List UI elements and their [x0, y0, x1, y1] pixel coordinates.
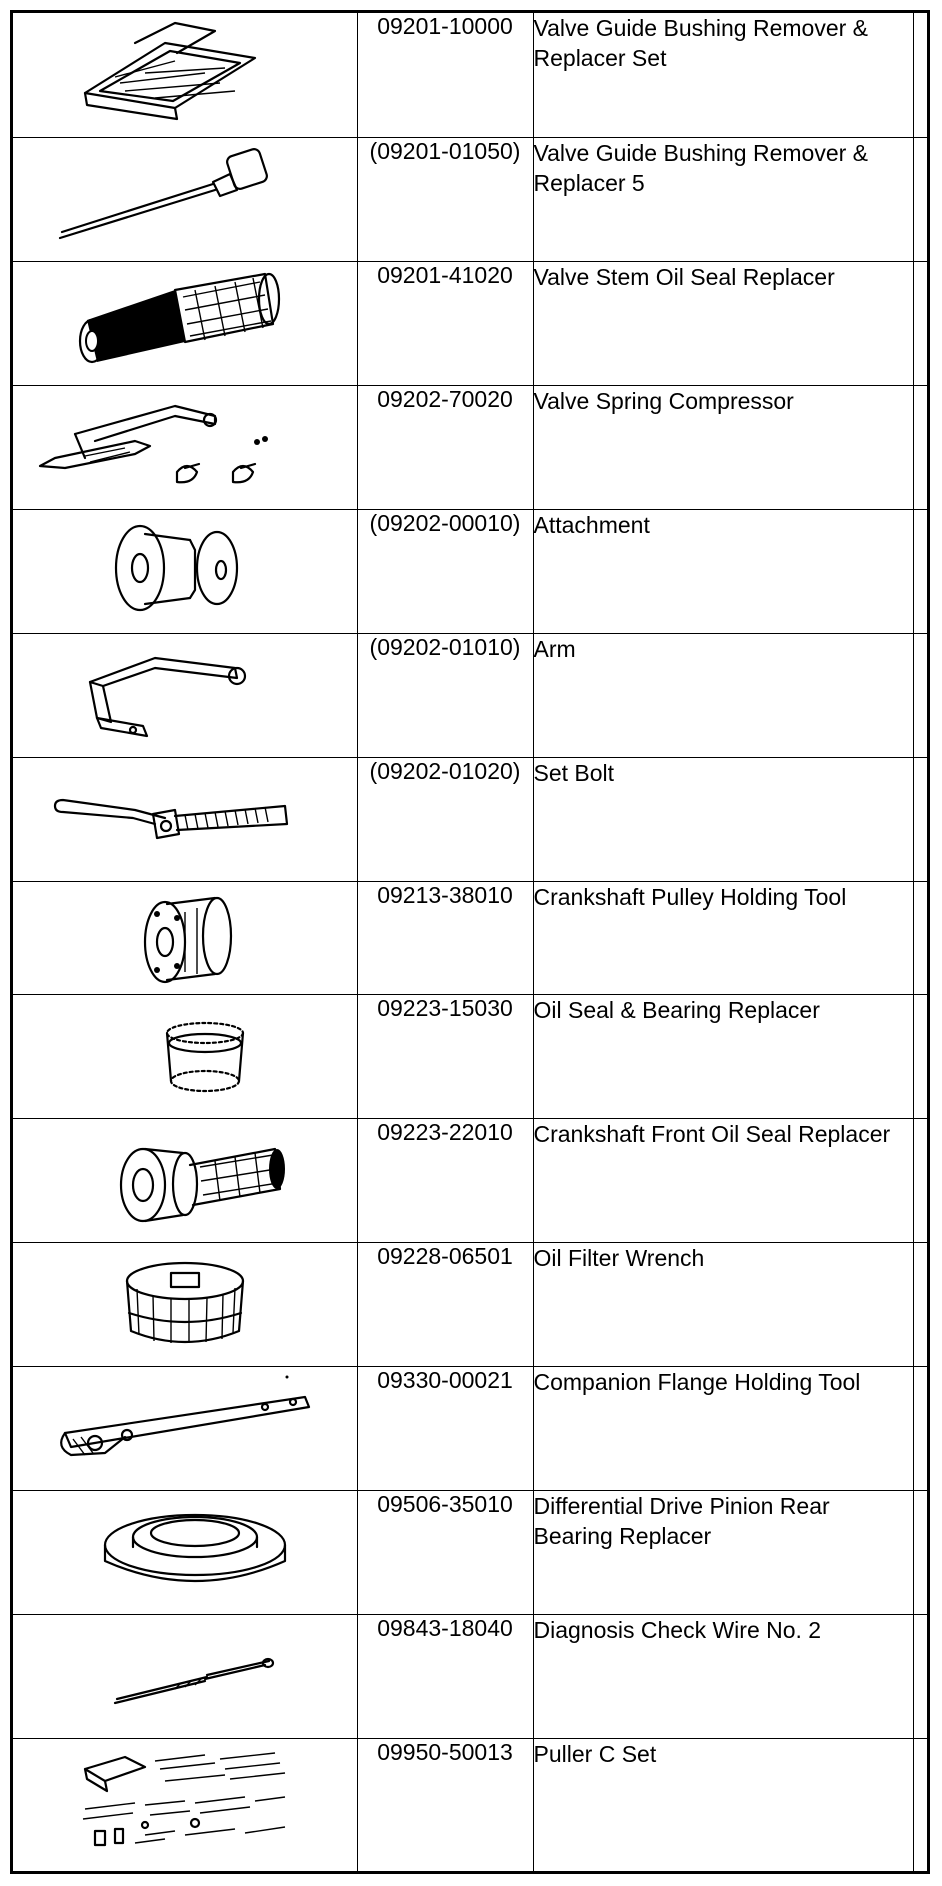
part-number: 09223-15030	[357, 994, 533, 1118]
tool-name: Puller C Set	[533, 1738, 913, 1871]
tool-name: Attachment	[533, 509, 913, 633]
part-number: (09202-01020)	[357, 757, 533, 881]
tool-illustration-cell	[13, 1366, 357, 1490]
tool-illustration-cell	[13, 1738, 357, 1871]
tool-illustration-cell	[13, 137, 357, 261]
tool-name: Valve Spring Compressor	[533, 385, 913, 509]
table-row	[13, 1242, 927, 1366]
tool-name: Oil Seal & Bearing Replacer	[533, 994, 913, 1118]
tool-illustration-cell	[13, 1118, 357, 1242]
tool-name: Oil Filter Wrench	[533, 1242, 913, 1366]
bushing-set-icon	[25, 13, 345, 123]
arm-icon	[25, 634, 345, 744]
blank-cell	[913, 1366, 927, 1490]
part-number: 09201-10000	[357, 13, 533, 137]
tool-name: Set Bolt	[533, 757, 913, 881]
tool-name: Valve Stem Oil Seal Replacer	[533, 261, 913, 385]
part-number: 09202-70020	[357, 385, 533, 509]
seal-ring-icon	[25, 995, 345, 1105]
part-number: 09330-00021	[357, 1366, 533, 1490]
filter-wrench-icon	[25, 1243, 345, 1353]
part-number: 09201-41020	[357, 261, 533, 385]
blank-cell	[913, 1614, 927, 1738]
table-row	[13, 1366, 927, 1490]
flange-holder-icon	[25, 1367, 345, 1477]
table-row	[13, 1614, 927, 1738]
tool-illustration-cell	[13, 757, 357, 881]
part-number: 09843-18040	[357, 1614, 533, 1738]
bearing-replacer-icon	[25, 1491, 345, 1601]
seal-replacer-icon	[25, 262, 345, 372]
part-number: (09202-00010)	[357, 509, 533, 633]
blank-cell	[913, 385, 927, 509]
spring-compressor-icon	[25, 386, 345, 496]
puller-set-icon	[25, 1739, 345, 1849]
table-row	[13, 385, 927, 509]
special-tools-sheet	[10, 10, 930, 1874]
part-number: 09223-22010	[357, 1118, 533, 1242]
table-row	[13, 13, 927, 137]
check-wire-icon	[25, 1615, 345, 1725]
blank-cell	[913, 261, 927, 385]
tool-illustration-cell	[13, 1242, 357, 1366]
tool-name: Valve Guide Bushing Remover & Replacer 5	[533, 137, 913, 261]
table-row	[13, 1118, 927, 1242]
tool-name: Crankshaft Front Oil Seal Replacer	[533, 1118, 913, 1242]
part-number: 09950-50013	[357, 1738, 533, 1871]
tool-illustration-cell	[13, 385, 357, 509]
tool-illustration-cell	[13, 13, 357, 137]
front-seal-replacer-icon	[25, 1119, 345, 1229]
blank-cell	[913, 1738, 927, 1871]
special-tools-table	[13, 13, 927, 1871]
set-bolt-icon	[25, 758, 345, 868]
part-number: (09201-01050)	[357, 137, 533, 261]
tool-illustration-cell	[13, 994, 357, 1118]
part-number: 09506-35010	[357, 1490, 533, 1614]
tool-name: Diagnosis Check Wire No. 2	[533, 1614, 913, 1738]
tool-name: Companion Flange Holding Tool	[533, 1366, 913, 1490]
tool-illustration-cell	[13, 1614, 357, 1738]
table-row	[13, 633, 927, 757]
blank-cell	[913, 13, 927, 137]
table-row	[13, 881, 927, 994]
tool-illustration-cell	[13, 261, 357, 385]
part-number: 09228-06501	[357, 1242, 533, 1366]
tool-illustration-cell	[13, 881, 357, 994]
attachment-icon	[25, 510, 345, 620]
blank-cell	[913, 1490, 927, 1614]
part-number: (09202-01010)	[357, 633, 533, 757]
table-row	[13, 137, 927, 261]
blank-cell	[913, 757, 927, 881]
tool-name: Arm	[533, 633, 913, 757]
remover-rod-icon	[25, 138, 345, 248]
blank-cell	[913, 881, 927, 994]
tool-name: Crankshaft Pulley Holding Tool	[533, 881, 913, 994]
table-row	[13, 509, 927, 633]
tool-illustration-cell	[13, 509, 357, 633]
table-row	[13, 1738, 927, 1871]
table-row	[13, 1490, 927, 1614]
blank-cell	[913, 633, 927, 757]
tool-name: Differential Drive Pinion Rear Bearing Replacer	[533, 1490, 913, 1614]
table-row	[13, 757, 927, 881]
tool-name: Valve Guide Bushing Remover & Replacer Set	[533, 13, 913, 137]
blank-cell	[913, 137, 927, 261]
tool-illustration-cell	[13, 1490, 357, 1614]
blank-cell	[913, 994, 927, 1118]
pulley-holder-icon	[25, 882, 345, 992]
part-number: 09213-38010	[357, 881, 533, 994]
table-row	[13, 994, 927, 1118]
blank-cell	[913, 509, 927, 633]
table-row	[13, 261, 927, 385]
blank-cell	[913, 1242, 927, 1366]
tool-illustration-cell	[13, 633, 357, 757]
blank-cell	[913, 1118, 927, 1242]
